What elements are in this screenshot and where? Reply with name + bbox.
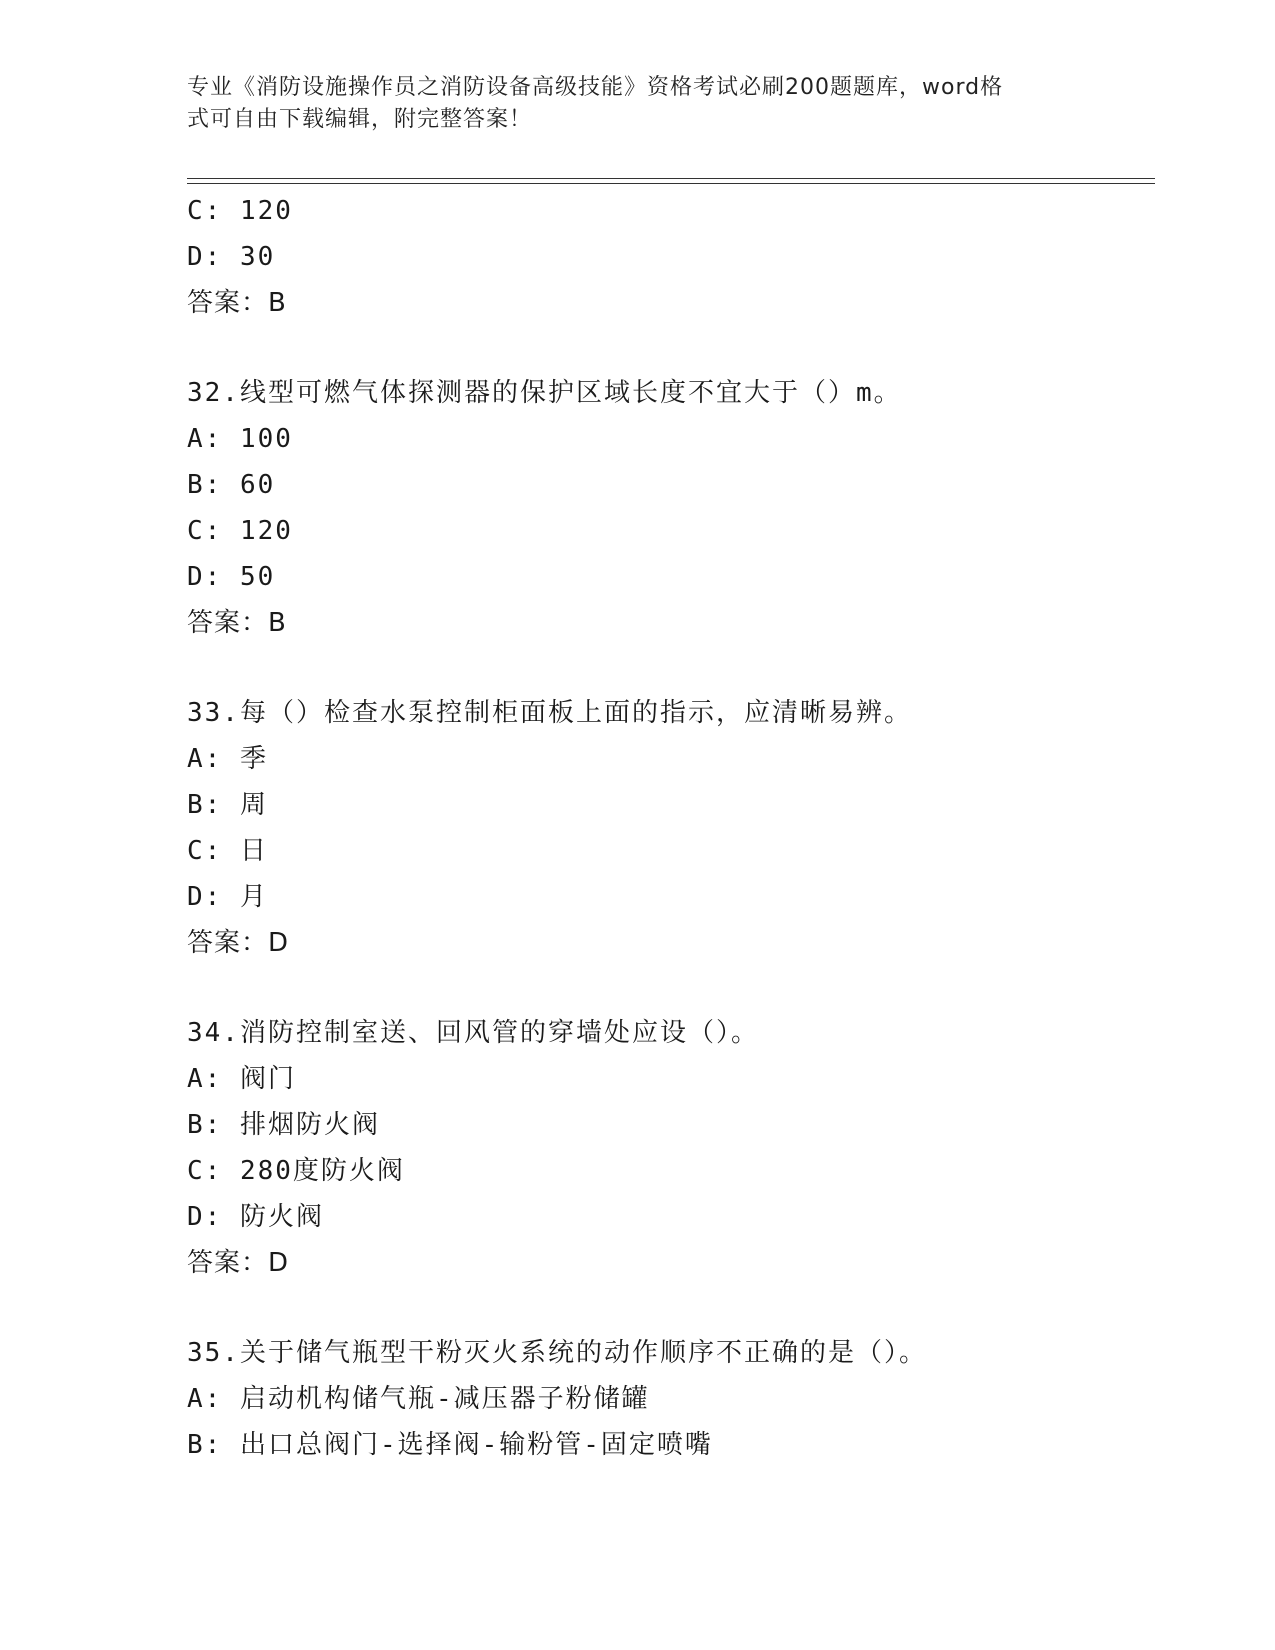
carryover-question (187, 188, 1155, 326)
option-c: C: 280度防火阀 (187, 1156, 405, 1186)
question-32 (187, 370, 1155, 646)
spacer (187, 1286, 1155, 1330)
header-double-rule (187, 178, 1155, 184)
option-d: D: 50 (187, 562, 276, 592)
option-c: C: 120 (187, 196, 293, 226)
question-stem: 35.关于储气瓶型干粉灭火系统的动作顺序不正确的是（）。 (187, 1338, 927, 1368)
question-33 (187, 690, 1155, 966)
question-34 (187, 1010, 1155, 1286)
document-header (187, 72, 1067, 136)
option-a: A: 100 (187, 424, 293, 454)
option-a: A: 季 (187, 744, 268, 774)
header-line-1: 专业《消防设施操作员之消防设备高级技能》资格考试必刷200题题库，word格 (187, 75, 1004, 100)
question-list (187, 188, 1155, 1468)
answer-line: 答案：B (187, 288, 287, 318)
option-b: B: 出口总阀门-选择阀-输粉管-固定喷嘴 (187, 1430, 713, 1460)
option-c: C: 日 (187, 836, 268, 866)
option-d: D: 防火阀 (187, 1202, 324, 1232)
option-b: B: 周 (187, 790, 268, 820)
question-stem: 33.每（）检查水泵控制柜面板上面的指示，应清晰易辨。 (187, 698, 912, 728)
option-d: D: 30 (187, 242, 276, 272)
question-35 (187, 1330, 1155, 1468)
option-b: B: 排烟防火阀 (187, 1110, 380, 1140)
spacer (187, 966, 1155, 1010)
answer-line: 答案：D (187, 1248, 290, 1278)
answer-line: 答案：D (187, 928, 290, 958)
answer-line: 答案：B (187, 608, 287, 638)
option-b: B: 60 (187, 470, 276, 500)
question-stem: 32.线型可燃气体探测器的保护区域长度不宜大于（）m。 (187, 378, 902, 408)
option-c: C: 120 (187, 516, 293, 546)
question-stem: 34.消防控制室送、回风管的穿墙处应设（）。 (187, 1018, 759, 1048)
header-line-2: 式可自由下载编辑，附完整答案！ (187, 107, 533, 132)
option-d: D: 月 (187, 882, 268, 912)
option-a: A: 启动机构储气瓶-减压器子粉储罐 (187, 1384, 650, 1414)
spacer (187, 646, 1155, 690)
spacer (187, 326, 1155, 370)
option-a: A: 阀门 (187, 1064, 296, 1094)
